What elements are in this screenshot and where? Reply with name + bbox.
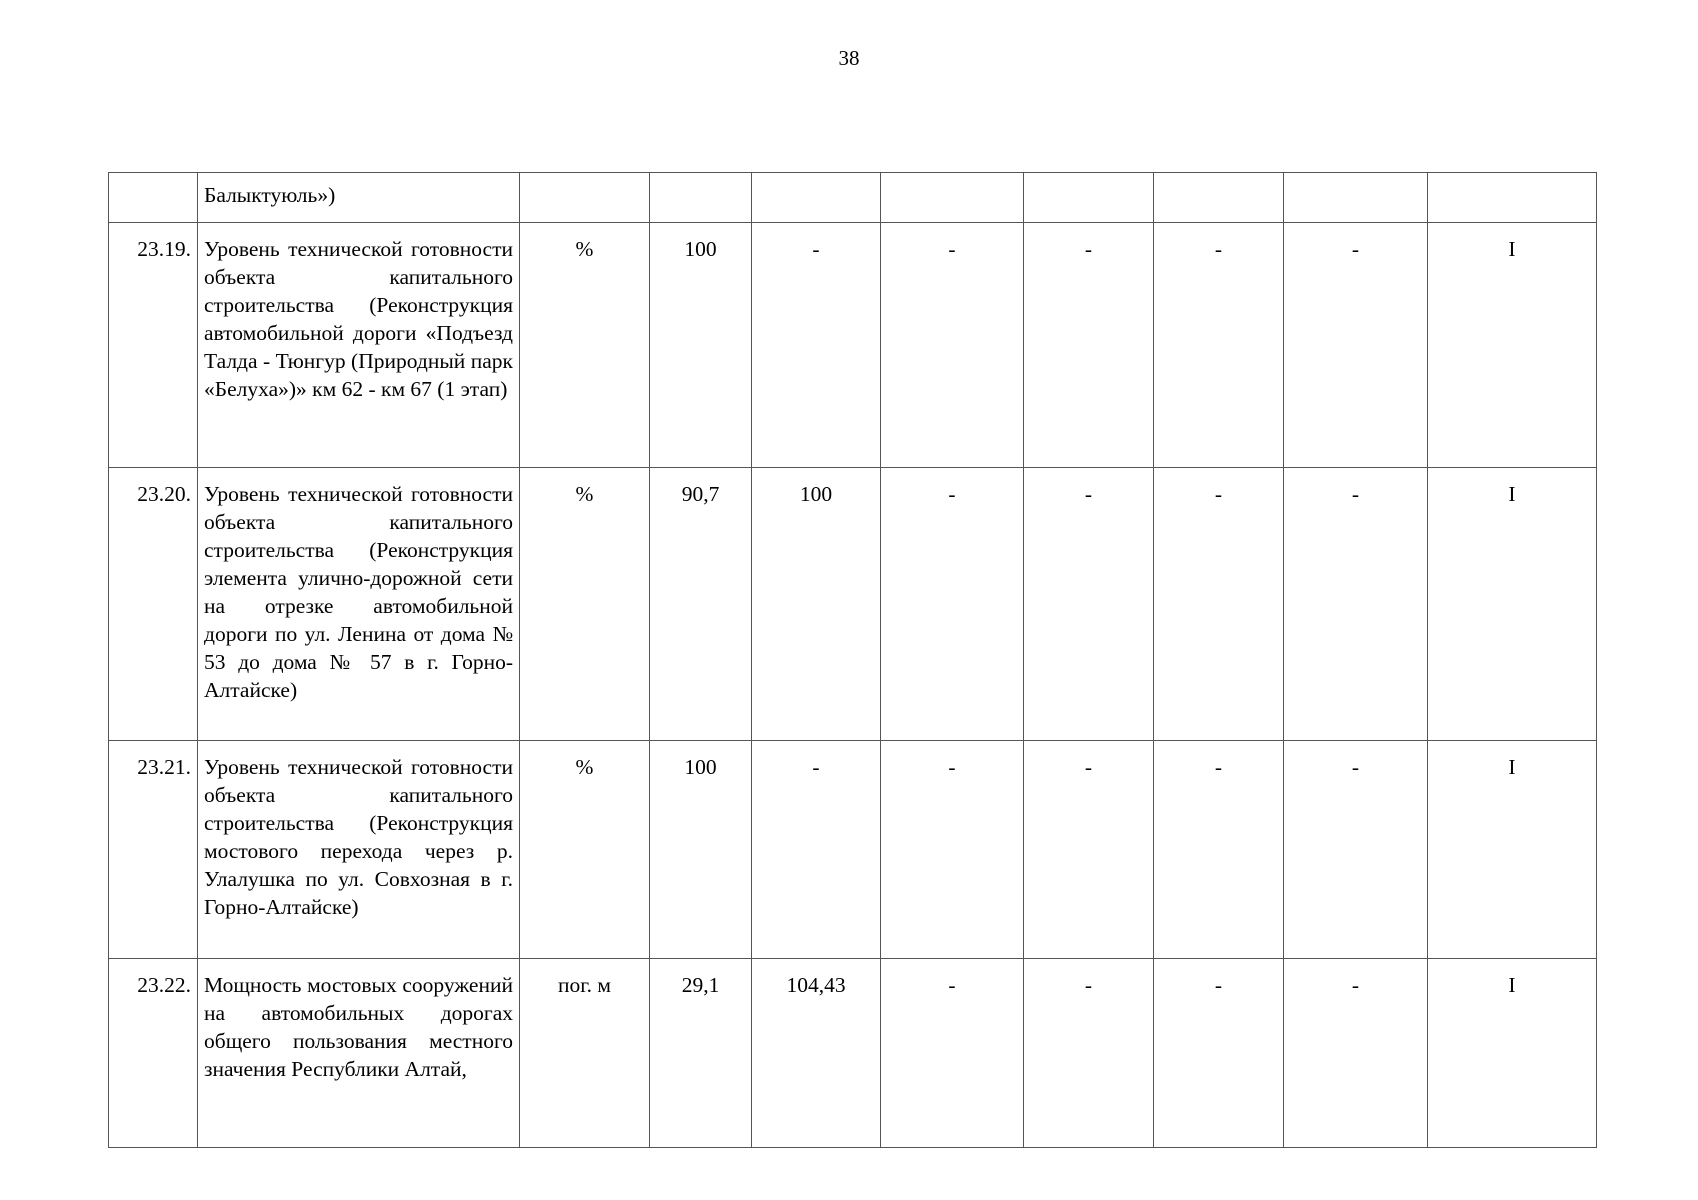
value-cell: - (1154, 468, 1284, 741)
value-cell: - (1024, 741, 1154, 959)
value-cell: 100 (752, 468, 881, 741)
value-cell: - (1024, 223, 1154, 468)
value-cell: - (1284, 741, 1428, 959)
value-cell: 100 (650, 741, 752, 959)
value-cell (1284, 173, 1428, 223)
value-cell: - (1024, 468, 1154, 741)
row-number (109, 173, 198, 223)
table-row (109, 223, 1597, 468)
indicator-name: Мощность мостовых сооружений на автомобильных дорогах общего пользования местного значения Республики Алтай, (198, 959, 520, 1148)
mark-cell: I (1428, 741, 1597, 959)
value-cell (752, 173, 881, 223)
table-row (109, 468, 1597, 741)
unit: пог. м (520, 959, 650, 1148)
indicator-name: Балыктуюль») (198, 173, 520, 223)
value-cell: 100 (650, 223, 752, 468)
unit: % (520, 468, 650, 741)
indicator-name: Уровень технической готовности объекта капитального строительства (Реконструкция автомобильной дороги «Подъезд Талда - Тюнгур (Природный парк «Белуха»)» км 62 - км 67 (1 этап) (198, 223, 520, 468)
mark-cell (1428, 173, 1597, 223)
indicator-name: Уровень технической готовности объекта капитального строительства (Реконструкция мостового перехода через р. Улалушка по ул. Совхозная в г. Горно-Алтайске) (198, 741, 520, 959)
indicators-table (108, 172, 1597, 1148)
value-cell: 104,43 (752, 959, 881, 1148)
unit: % (520, 741, 650, 959)
indicator-name: Уровень технической готовности объекта капитального строительства (Реконструкция элемента улично-дорожной сети на отрезке автомобильной дороги по ул. Ленина от дома № 53 до дома № 57 в г. Горно-Алтайске) (198, 468, 520, 741)
value-cell (1154, 173, 1284, 223)
table-row (109, 959, 1597, 1148)
table-row (109, 741, 1597, 959)
value-cell: - (752, 741, 881, 959)
value-cell: 90,7 (650, 468, 752, 741)
page-number: 38 (838, 46, 860, 70)
table-row (109, 173, 1597, 223)
value-cell: 29,1 (650, 959, 752, 1148)
value-cell (881, 173, 1024, 223)
row-number: 23.19. (109, 223, 198, 468)
mark-cell: I (1428, 468, 1597, 741)
value-cell: - (1284, 468, 1428, 741)
value-cell (650, 173, 752, 223)
value-cell: - (1284, 959, 1428, 1148)
value-cell: - (1154, 741, 1284, 959)
value-cell: - (881, 741, 1024, 959)
row-number: 23.21. (109, 741, 198, 959)
mark-cell: I (1428, 959, 1597, 1148)
mark-cell: I (1428, 223, 1597, 468)
value-cell: - (1024, 959, 1154, 1148)
value-cell: - (1154, 223, 1284, 468)
unit (520, 173, 650, 223)
value-cell: - (1284, 223, 1428, 468)
value-cell: - (752, 223, 881, 468)
row-number: 23.20. (109, 468, 198, 741)
value-cell (1024, 173, 1154, 223)
unit: % (520, 223, 650, 468)
value-cell: - (881, 468, 1024, 741)
row-number: 23.22. (109, 959, 198, 1148)
value-cell: - (881, 959, 1024, 1148)
value-cell: - (881, 223, 1024, 468)
value-cell: - (1154, 959, 1284, 1148)
